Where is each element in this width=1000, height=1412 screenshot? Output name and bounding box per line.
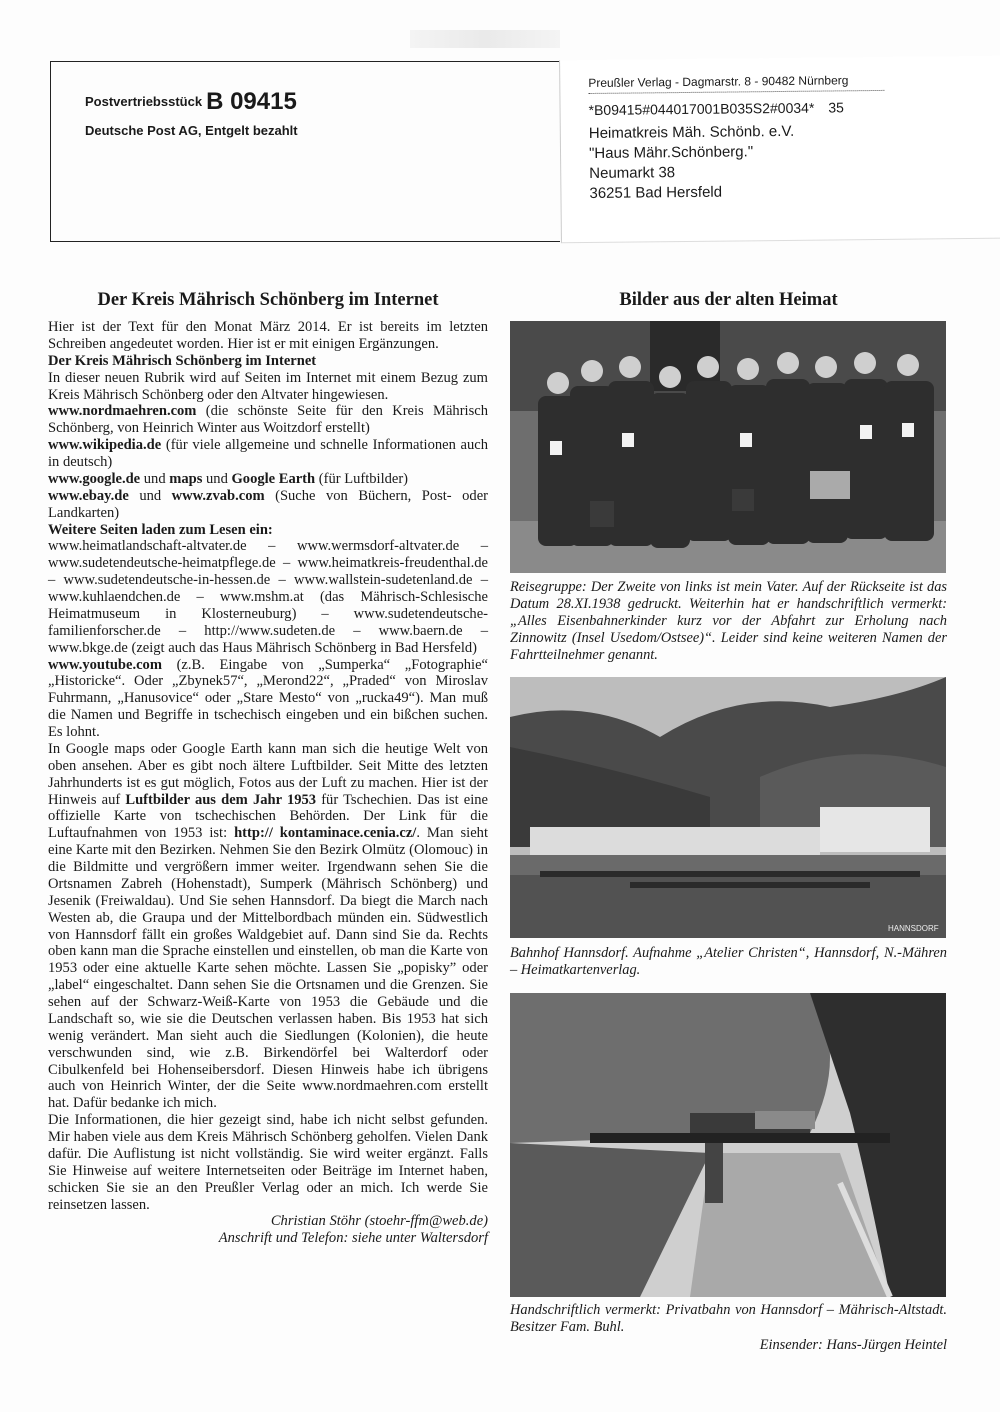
article-paragraph <box>48 437 488 471</box>
text: (für viele allgemeine und schnelle Informationen auch in deutsch) <box>48 437 488 470</box>
address-label <box>559 56 1000 244</box>
text: und <box>202 470 232 487</box>
article-title: Der Kreis Mährisch Schönberg im Internet <box>97 290 439 310</box>
text: (für Luftbilder) <box>315 470 409 487</box>
bold-text: www.zvab.com <box>171 487 265 504</box>
article-paragraph <box>48 522 488 539</box>
address-line: Heimatkreis Mäh. Schönb. e.V. <box>588 122 795 143</box>
article-body <box>48 319 488 1247</box>
postal-number: B 09415 <box>206 88 297 115</box>
article-paragraph <box>48 538 488 656</box>
picture-sender: Einsender: Hans-Jürgen Heintel <box>759 1337 947 1353</box>
bold-text: Der Kreis Mährisch Schönberg im Internet <box>48 352 317 369</box>
text: In Google maps oder Google Earth kann man sich die heutige Welt von oben ansehen. Aber es gibt noch ältere Luftbilder. Seit Mitte des letzten Jahrhunderts ist es gut möglich, Fotos aus der Luft zu machen. Hier ist der Hinweis auf <box>48 740 488 808</box>
address-line: "Haus Mähr.Schönberg." <box>588 143 754 163</box>
article-paragraph <box>48 370 488 404</box>
bold-text: www.ebay.de <box>48 487 129 504</box>
bold-text: www.nordmaehren.com <box>48 403 197 420</box>
bold-text: www.wikipedia.de <box>48 437 162 454</box>
article-paragraph <box>48 488 488 522</box>
postal-box <box>50 61 560 242</box>
sender-line: Preußler Verlag - Dagmarstr. 8 - 90482 Nürnberg <box>588 73 884 94</box>
bold-text: www.google.de <box>48 470 141 487</box>
article-paragraph <box>48 741 488 1112</box>
text: (Suche von Büchern, Post- oder Landkarten) <box>48 487 488 521</box>
article-paragraph <box>48 657 488 741</box>
bold-text: http:// kontaminace.cenia.cz/ <box>234 825 417 842</box>
recipient-address <box>589 122 795 204</box>
text: für Tschechien. Das ist eine offizielle Karte von tschechischen Behörden. Der Link für die Luftaufnahmen von 1953 ist: <box>48 791 488 842</box>
caption-travel-group: Reisegruppe: Der Zweite von links ist mein Vater. Auf der Rückseite ist das Datum 28.XI.1938 gedruckt. Weiterhin hat er handschriftlich vermerkt: „Alles Eisenbahnerkinder kurz vor der Abfahrt zur Erholung nach Zinnowitz (Insel Usedom/Ostsee)“. Leider sind keine weiteren Namen der Fahrtteilnehmer genannt. <box>510 579 947 663</box>
bold-text: Weitere Seiten laden zum Lesen ein: <box>48 521 273 538</box>
photo-station-label: HANNSDORF <box>888 924 939 933</box>
article-paragraph <box>48 353 488 370</box>
article-signature: Anschrift und Telefon: siehe unter Waltersdorf <box>218 1230 488 1247</box>
photo-railway-bridge <box>510 993 946 1297</box>
bold-text: www.youtube.com <box>48 656 162 673</box>
article-paragraph <box>48 403 488 437</box>
text: (z.B. Eingabe von „Sumperka“ „Fotographie“ „Historicke“. Oder „Zbynek57“, „Merond22“, „Praded“ von Miroslav Fuhrmann, „Hanusovice“ oder „Stare Mesto“ von „rucka49“). Man muß die Namen und Begriffe in tschechisch eingeben und ein bißchen suchen. Es lohnt. <box>48 656 488 740</box>
pictures-title: Bilder aus der alten Heimat <box>619 290 838 310</box>
photo-hannsdorf-station <box>510 677 946 938</box>
caption-station: Bahnhof Hannsdorf. Aufnahme „Atelier Christen“, Hannsdorf, N.-Mähren – Heimatkartenverlag. <box>510 945 947 978</box>
code-suffix: 35 <box>828 99 845 116</box>
address-line: 36251 Bad Hersfeld <box>589 183 723 203</box>
barcode-text: *B09415#044017001B035S2#0034* <box>588 99 815 119</box>
article-paragraph <box>48 319 488 353</box>
text: Die Informationen, die hier gezeigt sind, habe ich nicht selbst gefunden. Mir haben viele aus dem Kreis Mährisch Schönberg geholfen. Vielen Dank dafür. Die Auflistung ist nicht vollständig. Sie wird weiter ergänzt. Falls Sie Hinweise auf weitere Internetseiten oder Beiträge im Internet haben, schicken Sie sie an den Preußler Verlag oder an mich. Ich werde Sie reinsetzen lassen. <box>48 1112 488 1213</box>
text: . Man sieht eine Karte mit den Bezirken. Nehmen Sie den Bezirk Olmütz (Olomouc) in die Bildmitte und vergrößern immer weiter. Irgendwann sehen Sie die Ortsnamen Zabreh (Hohenstadt), Sumperk (Mährisch Schönberg) und Jesenik (Freiwaldau). Und Sie sehen Hannsdorf. Da biegt die March nach Westen ab, die Graupa und der Mittelbordbach münden ein. Südwestlich von Hannsdorf fällt ein großes Waldgebiet auf. Dann sind Sie da. Rechts oben kann man die Sprache einstellen und einstellen, ob man die Karte von 1953 oder eine aktuelle Karte sehen möchte. Lassen Sie „popisky” oder „label“ eingeschaltet. Dann sehen Sie die Ortsnamen und die Grenzen. Sie sehen auf der Schwarz-Weiß-Karte von 1953 die Gebäude und die Landschaft so, wie sie die Deutschen verlassen haben. Bis 1953 hat sich wenig verändert. Man sieht auch die Siedlungen (Kolonien), die heute verschwunden sind, wie z.B. Birkendörfel bei Walterdorf oder Cibulkenfeld bei Hohenseibersdorf. Diesen Hinweis habe ich übrigens auch von Heinrich Winter, der die Seite www.nordmaehren.com erstellt hat. Dafür bedanke ich mich. <box>48 825 488 1112</box>
bleed-through-heading <box>410 30 560 48</box>
text: (die schönste Seite für den Kreis Mährisch Schönberg, von Heinrich Winter aus Woitzdorf erstellt) <box>48 403 488 437</box>
bold-text: Google Earth <box>231 470 316 487</box>
text: und <box>140 470 170 487</box>
text: www.heimatlandschaft-altvater.de – www.wermsdorf-altvater.de – www.sudetendeutsche-heimatpflege.de – www.heimatkreis-freudenthal.de – www.sudetendeutsche-in-hessen.de – www.wallstein-sudetenland.de – www.kuhlaendchen.de – www.mshm.at (das Mährisch-Schlesische Heimatmuseum in Klosterneuburg) – www.sudetendeutsche-familienforscher.de – http://www.sudeten.de – www.baern.de – www.bkge.de (zeigt auch das Haus Mährisch Schönberg in Bad Hersfeld) <box>48 538 488 656</box>
postal-label: Postvertriebsstück <box>85 94 203 109</box>
text: Hier ist der Text für den Monat März 2014. Er ist bereits im letzten Schreiben angedeutet worden. Hier ist er mit einigen Ergänzungen. <box>48 319 488 352</box>
bold-text: Luftbilder aus dem Jahr 1953 <box>125 791 317 808</box>
address-line: Neumarkt 38 <box>589 164 676 183</box>
article-paragraph <box>48 471 488 488</box>
photo-travel-group <box>510 321 946 573</box>
postal-payment-note: Deutsche Post AG, Entgelt bezahlt <box>85 123 298 138</box>
caption-railway-bridge: Handschriftlich vermerkt: Privatbahn von Hannsdorf – Mährisch-Altstadt. Besitzer Fam. Buhl. <box>510 1302 947 1335</box>
bold-text: maps <box>169 470 203 487</box>
text: In dieser neuen Rubrik wird auf Seiten im Internet mit einem Bezug zum Kreis Mährisch Schönberg oder den Altvater hingewiesen. <box>48 369 488 403</box>
text: und <box>128 487 172 504</box>
article-paragraph <box>48 1112 488 1213</box>
article-signature: Christian Stöhr (stoehr-ffm@web.de) <box>270 1213 488 1230</box>
